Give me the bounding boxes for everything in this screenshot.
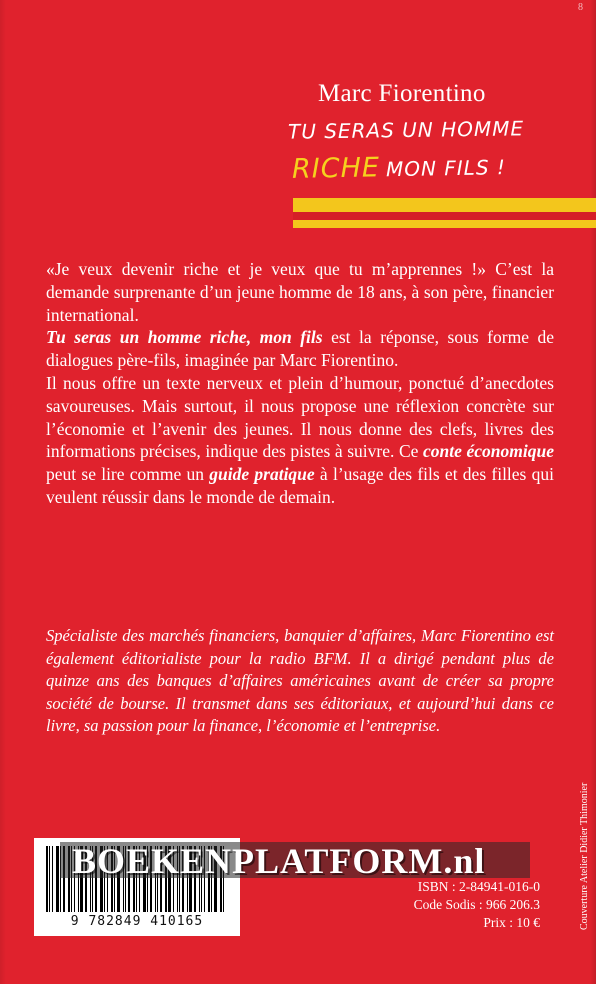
barcode-bar [46, 846, 48, 912]
publishing-info [380, 878, 540, 932]
barcode-number: 9 782849 410165 [70, 914, 204, 929]
blurb-p3-start: Il nous offre un texte nerveux et plein d’humour, ponctué d’anecdotes savoureuses. Mais surtout, il nous propose une réflexion concrète sur l’économie et l’avenir des jeunes. Il nous donne des clefs, livres des informations précises, indique des pistes à suivre. Ce [46, 372, 554, 462]
blurb-book-title: Tu seras un homme riche, mon fils [46, 327, 323, 348]
yellow-stripe-lower [293, 220, 596, 228]
watermark-text: BOEKENPLATFORM.nl [72, 841, 486, 881]
author-name: Marc Fiorentino [318, 80, 486, 107]
blurb-paragraph-2 [46, 326, 554, 372]
isbn: ISBN : 2-84941-016-0 [417, 879, 540, 894]
blurb-paragraph-1: «Je veux devenir riche et je veux que tu m’apprennes !» C’est la demande surprenante d’un jeune homme de 18 ans, à son père, financier international. [46, 259, 554, 325]
blurb-paragraph-3 [46, 372, 554, 509]
blurb-p3-mid: peut se lire comme un [46, 464, 210, 485]
barcode-bar [49, 846, 50, 912]
barcode-bar [56, 846, 59, 912]
code-sodis: Code Sodis : 966 206.3 [413, 897, 540, 912]
price: Prix : 10 € [483, 915, 540, 930]
title-riche: RICHE [291, 152, 381, 185]
title-line-1: TU SERAS UN HOMME [287, 116, 525, 144]
yellow-stripe [293, 198, 596, 212]
blurb-p3-end: à l’usage des fils et des filles qui veulent réussir dans le monde de demain. [46, 464, 554, 507]
blurb-paragraph-2-rest: est la réponse, sous forme de dialogues père-fils, imaginée par Marc Fiorentino. [46, 327, 555, 371]
blurb-conte-economique: conte économique [423, 441, 555, 462]
title-mon-fils: MON FILS ! [385, 155, 507, 182]
blurb-text [46, 258, 554, 509]
corner-mark: 8 [578, 2, 583, 13]
barcode-bar [52, 846, 53, 912]
red-stripe [293, 212, 596, 220]
author-bio: Spécialiste des marchés financiers, banquier d’affaires, Marc Fiorentino est également éditorialiste pour la radio BFM. Il a dirigé pendant plus de quinze ans des banques d’affaires américaines avant de créer sa propre société de bourse. Il transmet dans ses éditoriaux, et aujourd’hui dans ce livre, sa passion pour la finance, l’économie et l’entreprise. [46, 626, 554, 735]
blurb-guide-pratique: guide pratique [209, 464, 315, 485]
title-line-2 [292, 150, 506, 185]
cover-credit: Couverture Atelier Didier Thimonier [579, 782, 590, 930]
